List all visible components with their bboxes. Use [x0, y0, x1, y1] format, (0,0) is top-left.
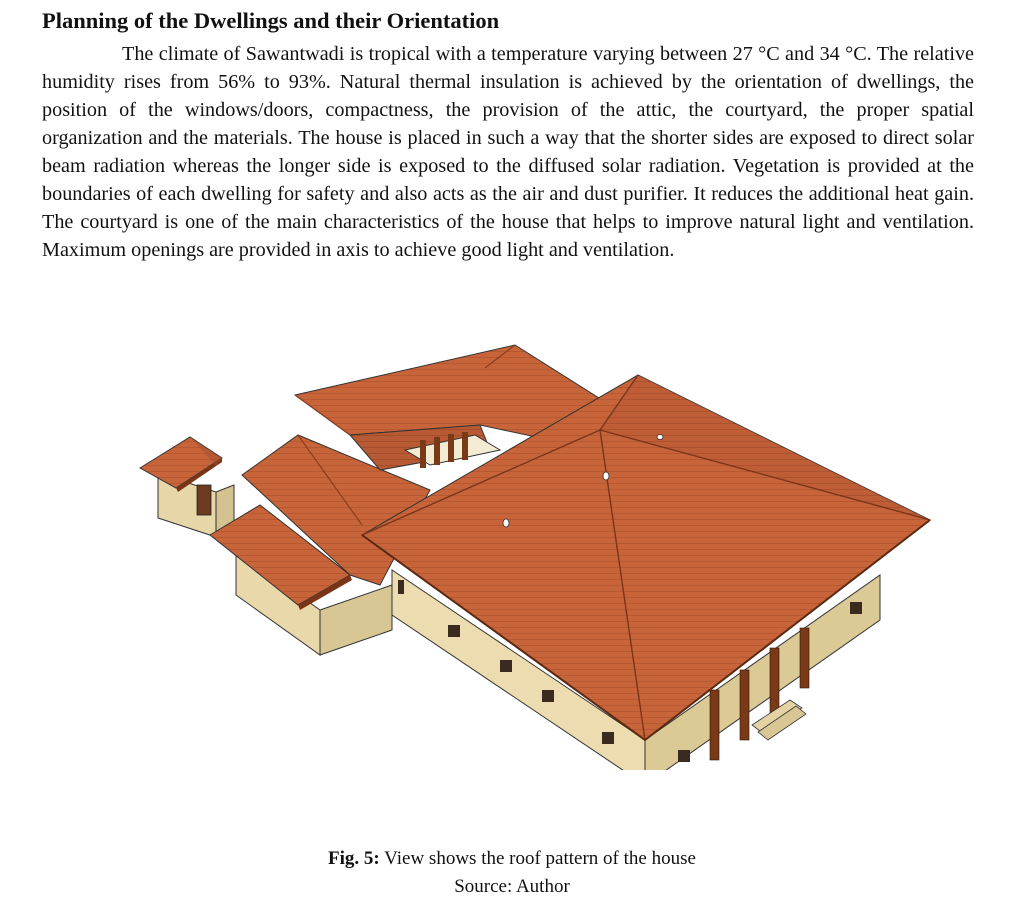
figure-caption [0, 848, 1024, 870]
figure-source: Source: Author [454, 876, 570, 897]
figure-caption-text: View shows the roof pattern of the house [379, 848, 696, 869]
outhouse [140, 437, 234, 537]
figure-label: Fig. 5: [328, 848, 380, 869]
house-roof-illustration [130, 340, 940, 770]
section-heading: Planning of the Dwellings and their Orientation [42, 8, 500, 33]
body-paragraph: The climate of Sawantwadi is tropical with a temperature varying between 27 °C and 34 °C. The relative humidity rises from 56% to 93%. Natural thermal insulation is achieved by the orientation of dwellings, the position of the windows/doors, compactness, the provision of the attic, the courtyard, the proper spatial organization and the materials. The house is placed in such a way that the shorter sides are exposed to direct solar beam radiation whereas the longer side is exposed to the diffused solar radiation. Vegetation is provided at the boundaries of each dwelling for safety and also acts as the air and dust purifier. It reduces the additional heat gain. The courtyard is one of the main characteristics of the house that helps to improve natural light and ventilation. Maximum openings are provided in axis to achieve good light and ventilation. [42, 43, 974, 261]
